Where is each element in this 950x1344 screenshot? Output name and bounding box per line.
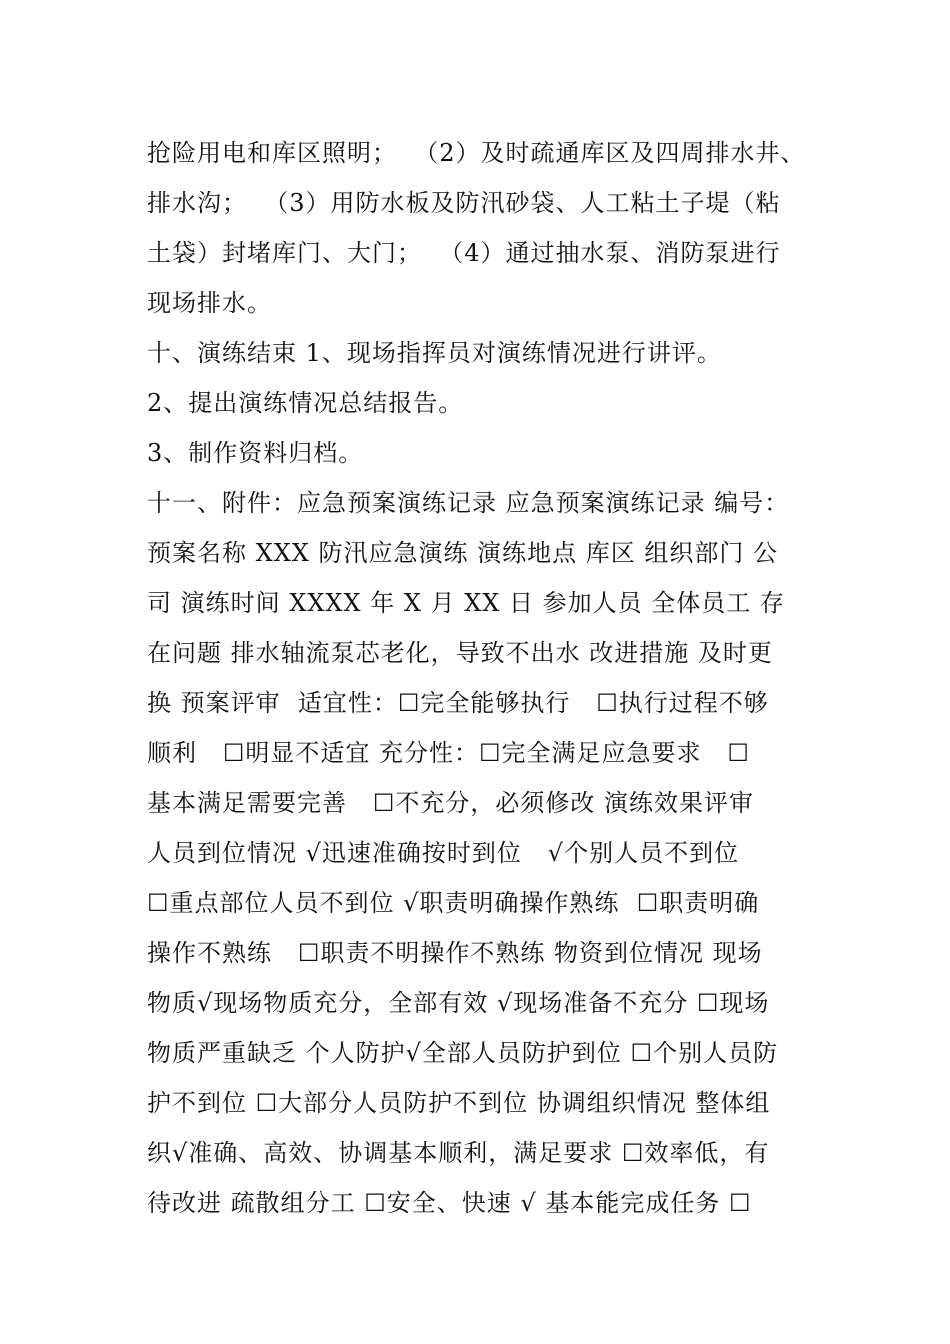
text-line: 待改进 疏散组分工 ☐安全、快速 √ 基本能完成任务 ☐ (147, 1189, 752, 1217)
section-heading-ten: 十、演练结束 1、现场指挥员对演练情况进行讲评。 (147, 339, 722, 367)
text-line: 操作不熟练 ☐职责不明操作不熟练 物资到位情况 现场 (147, 939, 763, 967)
text-line: ☐重点部位人员不到位 √职责明确操作熟练 ☐职责明确 (147, 889, 760, 917)
text-line: 排水沟； （3）用防水板及防汛砂袋、人工粘土子堤（粘 (147, 189, 781, 217)
section-heading-eleven: 十一、附件：应急预案演练记录 应急预案演练记录 编号： (147, 489, 790, 517)
text-line: 人员到位情况 √迅速准确按时到位 √个别人员不到位 (147, 839, 740, 867)
text-line: 2、提出演练情况总结报告。 (147, 389, 464, 417)
text-line: 换 预案评审 适宜性：☐完全能够执行 ☐执行过程不够 (147, 689, 769, 717)
text-line: 现场排水。 (147, 289, 272, 317)
text-line: 土袋）封堵库门、大门； （4）通过抽水泵、消防泵进行 (147, 239, 781, 267)
text-line: 在问题 排水轴流泵芯老化，导致不出水 改进措施 及时更 (147, 639, 773, 667)
document-body (147, 128, 812, 1228)
text-line: 预案名称 XXX 防汛应急演练 演练地点 库区 组织部门 公 (147, 539, 779, 567)
text-line: 物质严重缺乏 个人防护√全部人员防护到位 ☐个别人员防 (147, 1039, 779, 1067)
text-line: 织√准确、高效、协调基本顺利，满足要求 ☐效率低，有 (147, 1139, 770, 1167)
text-line: 顺利 ☐明显不适宜 充分性：☐完全满足应急要求 ☐ (147, 739, 750, 767)
text-line: 物质√现场物质充分，全部有效 √现场准备不充分 ☐现场 (147, 989, 770, 1017)
text-line: 3、制作资料归档。 (147, 439, 364, 467)
text-line: 司 演练时间 XXXX 年 X 月 XX 日 参加人员 全体员工 存 (147, 589, 785, 617)
text-line: 护不到位 ☐大部分人员防护不到位 协调组织情况 整体组 (147, 1089, 771, 1117)
text-line: 抢险用电和库区照明； （2）及时疏通库区及四周排水井、 (147, 139, 806, 167)
text-line: 基本满足需要完善 ☐不充分，必须修改 演练效果评审 (147, 789, 755, 817)
